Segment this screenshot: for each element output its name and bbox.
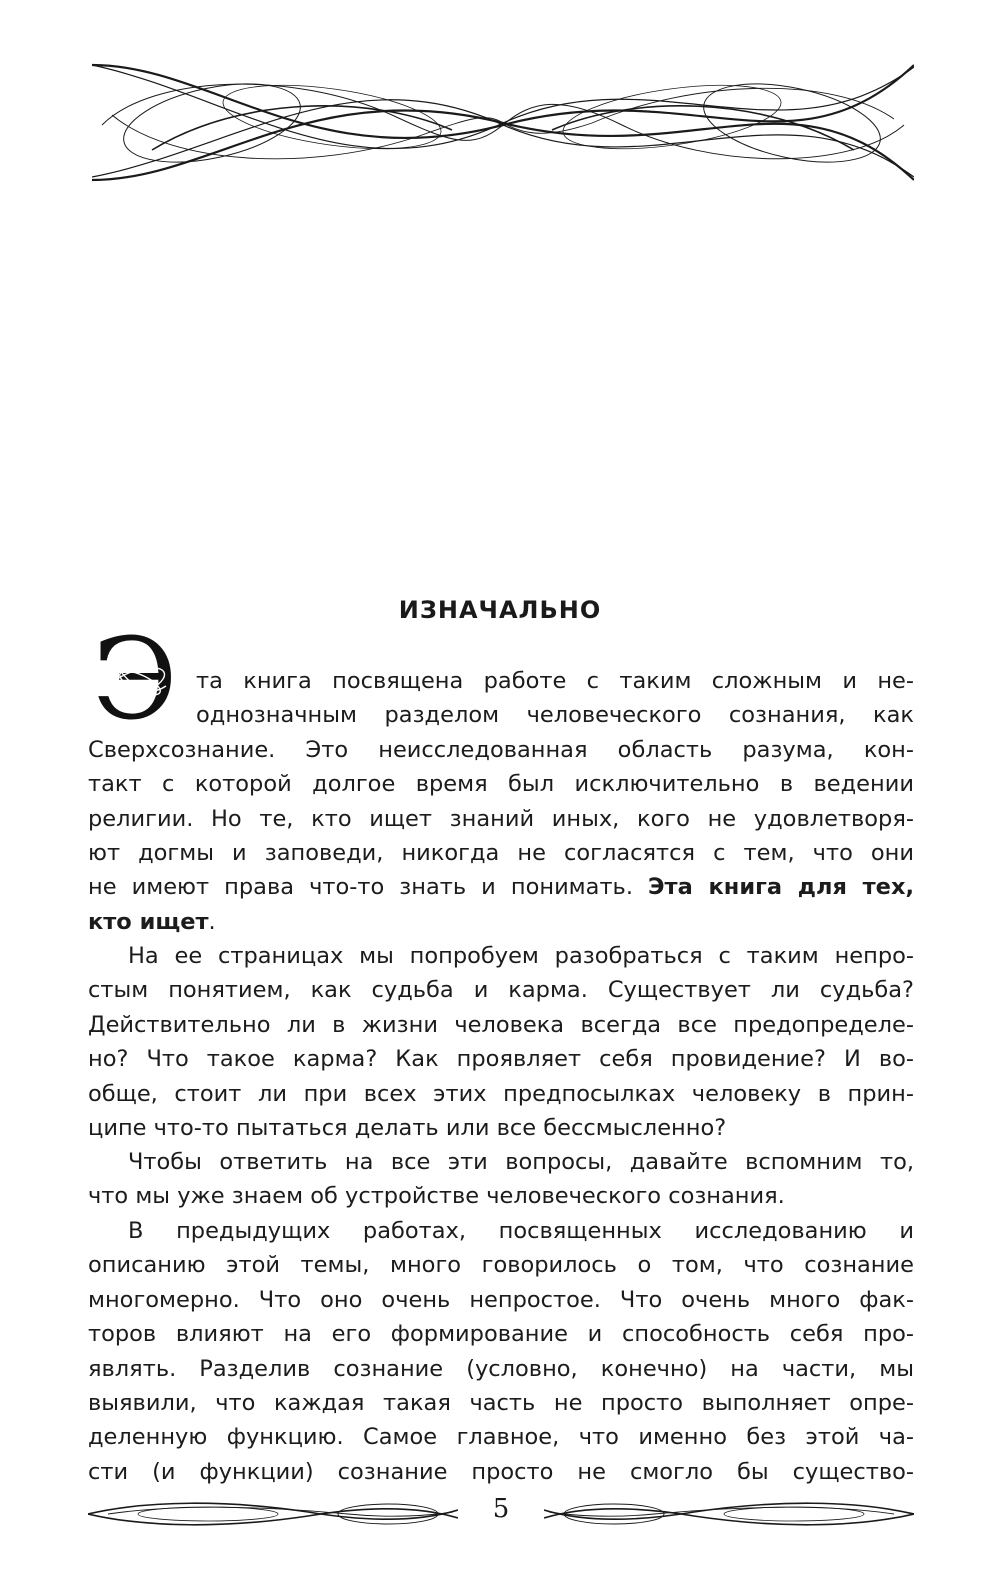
text-line: являть. Разделив сознание (условно, конечно) на части, мы <box>88 1355 914 1382</box>
footer-ornament-right <box>544 1496 914 1532</box>
page-number: 5 <box>492 1494 510 1524</box>
text-line: описанию этой темы, много говорилось о том, что сознание <box>88 1252 914 1279</box>
text-line: выявили, что каждая такая часть не просто выполняет опре- <box>88 1389 914 1416</box>
text-line: однозначным разделом человеческого сознания, как <box>196 702 914 729</box>
text-line: сти (и функции) сознание просто не смогло бы существо- <box>88 1458 914 1485</box>
text-fragment: . <box>208 908 216 935</box>
text-line: многомерно. Что оно очень непростое. Что очень много фак- <box>88 1286 914 1313</box>
paragraph-1 <box>88 664 914 939</box>
chapter-title: ИЗНАЧАЛЬНО <box>398 596 602 624</box>
paragraph-4 <box>88 1214 914 1489</box>
text-line: Сверхсознание. Это неисследованная область разума, кон- <box>88 736 914 763</box>
text-fragment: не имеют права что-то знать и понимать. <box>88 874 649 901</box>
paragraph-3 <box>88 1145 914 1214</box>
text-line <box>88 870 914 904</box>
text-line: обще, стоит ли при всех этих предпосылках человеку в прин- <box>88 1080 914 1107</box>
text-line: торов влияют на его формирование и способность себя про- <box>88 1321 914 1348</box>
text-line: религии. Но те, кто ищет знаний иных, кого не удовлетворя- <box>88 805 914 832</box>
text-line: В предыдущих работах, посвященных исследованию и <box>128 1218 914 1244</box>
svg-text:Э: Э <box>92 628 178 728</box>
text-line: ципе что-то пытаться делать или все бессмысленно? <box>88 1114 727 1141</box>
text-line: стым понятием, как судьба и карма. Существует ли судьба? <box>88 977 914 1004</box>
top-ornament <box>92 55 914 190</box>
text-line: Действительно ли в жизни человека всегда все предопределе- <box>88 1011 914 1038</box>
text-line: но? Что такое карма? Как проявляет себя провидение? И во- <box>88 1046 914 1073</box>
paragraph-2 <box>88 939 914 1145</box>
bold-phrase: Эта книга для тех, <box>648 874 915 901</box>
text-line <box>88 905 914 939</box>
text-line: деленную функцию. Самое главное, что именно без этой ча- <box>88 1424 914 1451</box>
page-footer <box>88 1490 914 1540</box>
text-line: На ее страницах мы попробуем разобраться с таким непро- <box>128 943 914 969</box>
text-line: такт с которой долгое время был исключительно в ведении <box>88 771 914 798</box>
text-line: ют догмы и заповеди, никогда не согласятся с тем, что они <box>88 839 914 866</box>
text-line: та книга посвящена работе с таким сложным и не- <box>196 668 914 694</box>
text-line: Чтобы ответить на все эти вопросы, давайте вспомним то, <box>128 1149 914 1175</box>
bold-phrase: кто ищет <box>88 908 209 935</box>
text-line: что мы уже знаем об устройстве человеческого сознания. <box>88 1183 785 1210</box>
